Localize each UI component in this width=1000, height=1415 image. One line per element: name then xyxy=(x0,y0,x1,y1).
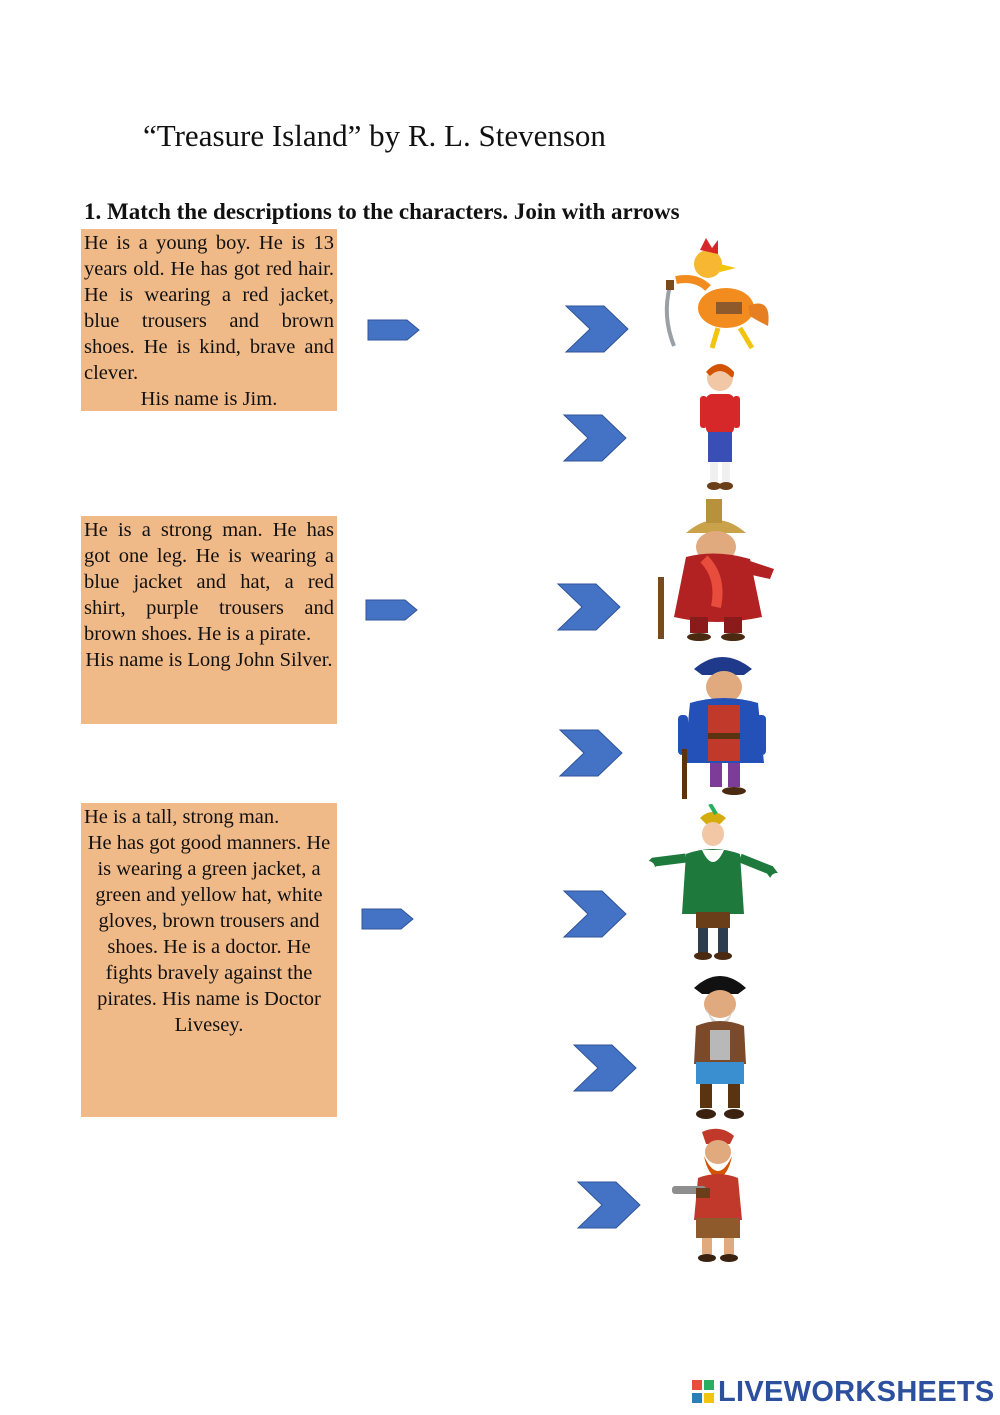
drop-target-chevron-4[interactable] xyxy=(558,728,624,778)
brand-logo-text: LIVEWORKSHEETS xyxy=(718,1375,995,1408)
description-box-long-john-silver xyxy=(81,516,337,724)
long-john-silver-figure-icon xyxy=(668,645,776,801)
liveworksheets-brand xyxy=(692,1374,995,1410)
description-text: He is a young boy. He is 13 years old. He has got red hair. He is wearing a red jacket, blue trousers and brown shoes. He is kind, brave and clever. xyxy=(84,232,334,384)
drag-arrow-doctor-livesey[interactable] xyxy=(361,907,415,931)
drag-arrow-long-john-silver[interactable] xyxy=(365,598,419,622)
drag-arrow-jim[interactable] xyxy=(367,318,421,342)
drop-target-chevron-2[interactable] xyxy=(562,413,628,463)
description-box-doctor-livesey xyxy=(81,803,337,1117)
page-title: “Treasure Island” by R. L. Stevenson xyxy=(143,118,606,153)
drop-target-chevron-7[interactable] xyxy=(576,1180,642,1230)
rooster-pirate-figure-icon xyxy=(656,236,780,356)
boy-jim-figure-icon xyxy=(690,360,750,494)
description-first-line: He is a tall, strong man. xyxy=(84,806,280,828)
character-name-line: His name is Jim. xyxy=(140,388,278,410)
liveworksheets-logo-icon xyxy=(692,1380,714,1404)
drop-target-chevron-5[interactable] xyxy=(562,889,628,939)
red-beard-pirate-figure-icon xyxy=(668,1124,764,1264)
drop-target-chevron-3[interactable] xyxy=(556,582,622,632)
hat-pirate-figure-icon xyxy=(646,497,786,643)
description-box-jim xyxy=(81,229,337,411)
description-text: He has got good manners. He is wearing a green jacket, a green and yellow hat, white gloves, brown trousers and shoes. He is a doctor. He fights bravely against the pirates. His name is Doctor Livesey. xyxy=(87,832,331,1036)
description-text: He is a strong man. He has got one leg. He is wearing a blue jacket and hat, a red shirt, purple trousers and brown shoes. He is a pirate. xyxy=(84,519,334,645)
drop-target-chevron-1[interactable] xyxy=(564,304,630,354)
drop-target-chevron-6[interactable] xyxy=(572,1043,638,1093)
character-name-line: His name is Long John Silver. xyxy=(85,649,333,671)
exercise-instruction: 1. Match the descriptions to the characters. Join with arrows xyxy=(84,199,680,224)
doctor-livesey-figure-icon xyxy=(640,804,786,964)
bearded-pirate-figure-icon xyxy=(676,968,764,1124)
